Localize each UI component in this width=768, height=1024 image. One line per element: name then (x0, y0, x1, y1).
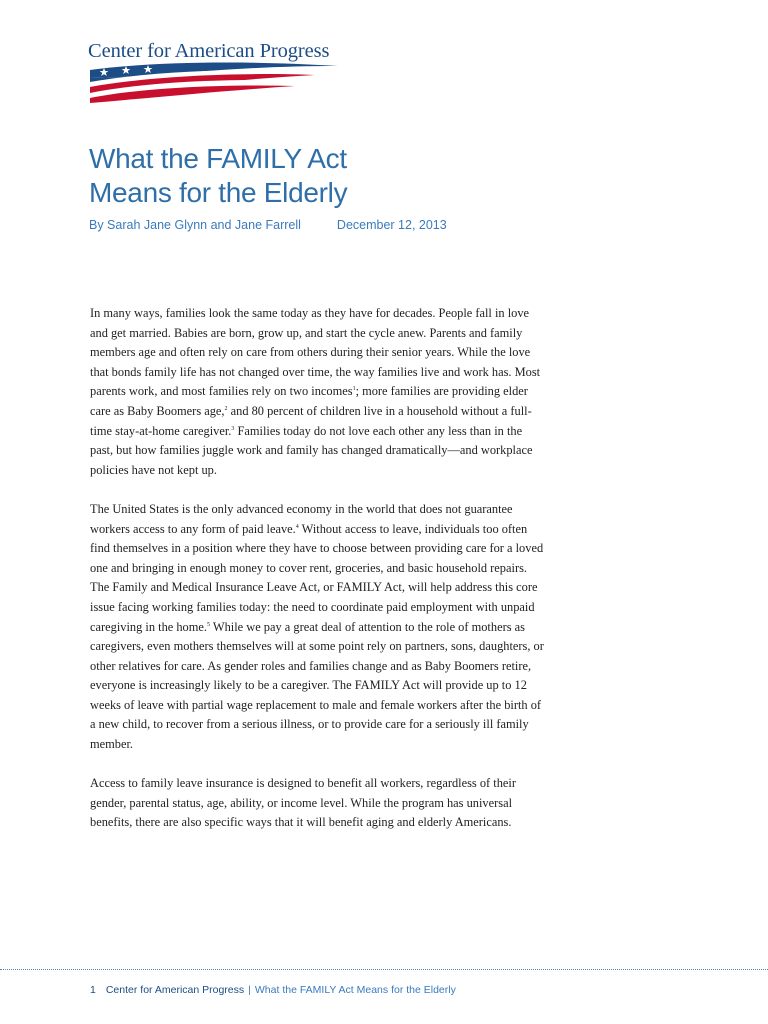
paragraph-text: Without access to leave, individuals too often find themselves in a position where they have to choose between providing care for a loved one and bringing in enough money to cover rent, groceries, and basic household repairs. The Family and Medical Insurance Leave Act, or FAMILY Act, will help address this core issue facing working families today: the need to coordinate paid employment with unpaid caregiving in the home. (90, 521, 544, 634)
footnote-marker: 3 (231, 425, 235, 432)
paragraph-text: The United States is the only advanced economy in the world that does not guarantee workers access to any form of paid leave. (90, 501, 513, 536)
page-number: 1 (90, 984, 96, 996)
footer-separator: | (248, 984, 251, 996)
footnote-marker: 1 (352, 386, 356, 393)
page-footer (90, 984, 456, 996)
paragraph-1 (90, 304, 544, 480)
title-line-2: Means for the Elderly (89, 177, 348, 208)
byline-date: December 12, 2013 (336, 218, 447, 232)
footnote-marker: 2 (224, 405, 228, 412)
paragraph-text: While we pay a great deal of attention to the role of mothers as caregivers, even mothers themselves will at some point rely on partners, sons, daughters, or other relatives for care. As gender roles and families change and as Baby Boomers retire, everyone is increasingly likely to be a caregiver. The FAMILY Act will provide up to 12 weeks of leave with partial wage replacement to male and female workers after the birth of a new child, to recover from a serious illness, or to provide care for a seriously ill family member. (90, 619, 544, 752)
cap-logo (88, 40, 348, 104)
flag-icon (90, 62, 340, 104)
footer-divider (0, 969, 768, 970)
footer-org-name: Center for American Progress (105, 984, 245, 996)
paragraph-text: In many ways, families look the same today as they have for decades. People fall in love and get married. Babies are born, grow up, and start the cycle anew. Parents and family members age and often rely on care from others during their senior years. While the love that bonds family life has not changed over time, the way families live and work has. Most parents work, and most families rely on two incomes (90, 306, 541, 399)
byline-authors: By Sarah Jane Glynn and Jane Farrell (89, 218, 301, 232)
footnote-marker: 4 (295, 523, 299, 530)
body-text (90, 304, 544, 853)
paragraph-3: Access to family leave insurance is designed to benefit all workers, regardless of their gender, parental status, age, ability, or income level. While the program has universal benefits, there are also specific ways that it will benefit aging and elderly Americans. (90, 776, 516, 830)
paragraph-text: and 80 percent of children live in a household without a full-time stay-at-home caregiver. (90, 403, 532, 438)
logo-org-name: Center for American Progress (88, 40, 330, 62)
title-line-1: What the FAMILY Act (89, 143, 347, 174)
paragraph-text: ; more families are providing elder care as Baby Boomers age, (90, 384, 528, 418)
paragraph-text: Families today do not love each other any less than in the past, but how families juggle work and family has changed dramatically—and workplace policies have not kept up. (90, 423, 533, 477)
document-title (89, 142, 347, 210)
byline (89, 218, 447, 232)
footnote-marker: 5 (207, 621, 210, 628)
footer-doc-title: What the FAMILY Act Means for the Elderly (254, 984, 456, 996)
paragraph-2 (90, 500, 544, 755)
